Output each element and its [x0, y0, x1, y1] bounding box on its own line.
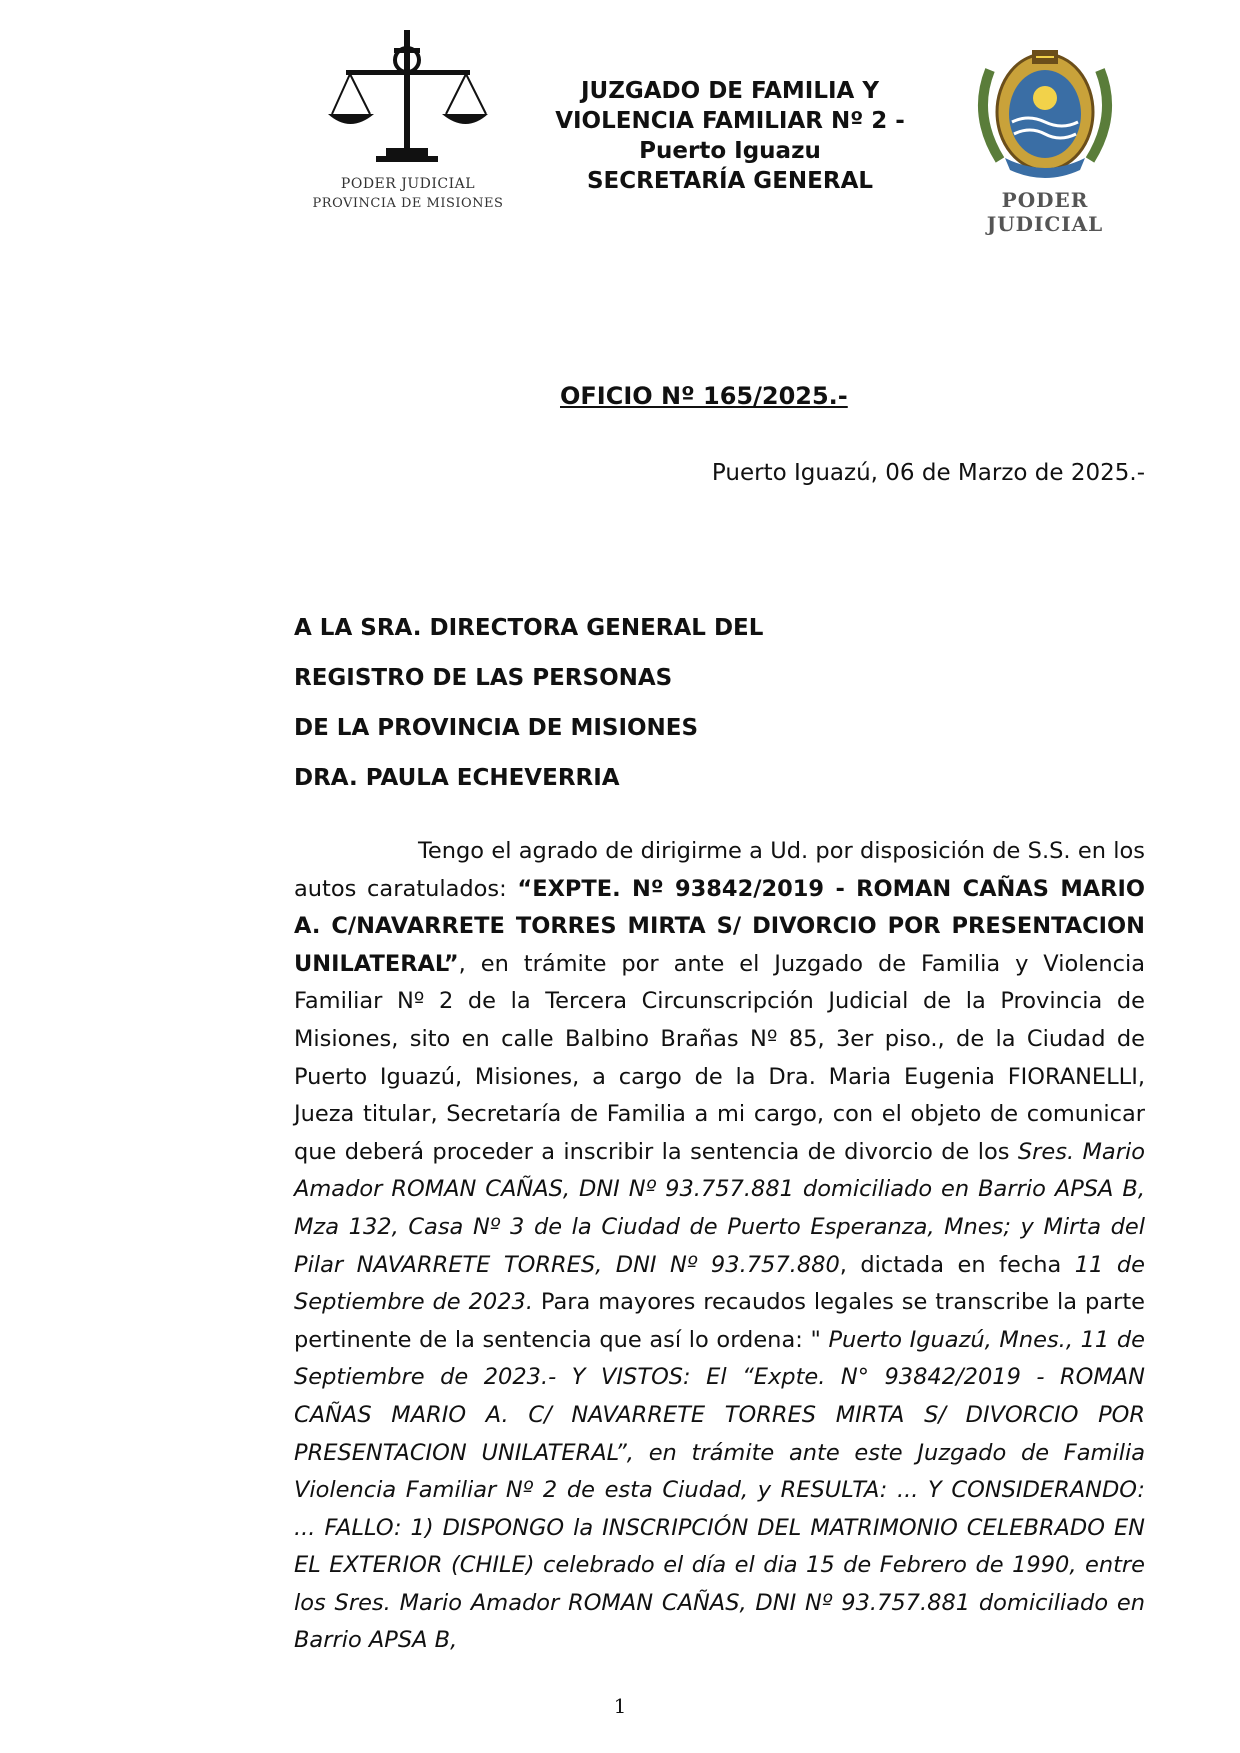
header-title-line-3: Puerto Iguazu — [639, 138, 821, 164]
scales-of-justice-icon — [328, 30, 488, 170]
sentence-date: 11 de Septiembre de 2023. — [294, 1251, 1145, 1316]
addressee-line-1: A LA SRA. DIRECTORA GENERAL DEL — [294, 615, 764, 641]
body-paragraph — [294, 833, 1145, 1660]
left-logo-caption-1: PODER JUDICIAL — [340, 176, 476, 192]
right-logo-caption: PODER JUDICIAL — [986, 188, 1104, 236]
sentence-transcription: Puerto Iguazú, Mnes., 11 de Septiembre de 2023.- Y VISTOS: El “Expte. N° 93842/2019 - ROMAN CAÑAS MARIO A. C/ NAVARRETE TORRES MIRTA S/ DIVORCIO POR PRESENTACION UNILATERAL”, en trámite ante este Juzgado de Familia Violencia Familiar Nº 2 de esta Ciudad, y RESULTA: ... Y CONSIDERANDO: ... FALLO: 1) DISPONGO la INSCRIPCIÓN DEL MATRIMONIO CELEBRADO EN EL EXTERIOR (CHILE) celebrado el día el dia 15 de Febrero de 1990, entre los Sres. Mario Amador ROMAN CAÑAS, DNI Nº 93.757.881 domiciliado en Barrio APSA B, — [294, 1326, 1146, 1654]
addressee-line-4: DRA. PAULA ECHEVERRIA — [294, 765, 620, 791]
header-title-line-4: SECRETARÍA GENERAL — [586, 168, 874, 194]
date-line: Puerto Iguazú, 06 de Marzo de 2025.- — [711, 460, 1145, 486]
body-dictated: , dictada en fecha — [839, 1251, 1075, 1278]
parties-details: Sres. Mario Amador ROMAN CAÑAS, DNI Nº 93.757.881 domiciliado en Barrio APSA B, Mza 132, Casa Nº 3 de la Ciudad de Puerto Esperanza, Mnes; y Mirta del Pilar NAVARRETE TORRES, DNI Nº 93.757.880 — [294, 1138, 1145, 1278]
header-title-line-1: JUZGADO DE FAMILIA Y — [580, 78, 880, 104]
case-caption: “EXPTE. Nº 93842/2019 - ROMAN CAÑAS MARIO A. C/NAVARRETE TORRES MIRTA S/ DIVORCIO POR PRESENTACION UNILATERAL” — [294, 875, 1145, 977]
page-number: 1 — [613, 1694, 627, 1718]
poder-judicial-logo-right — [945, 40, 1145, 236]
body-text — [294, 833, 1145, 1660]
header-title-line-2: VIOLENCIA FAMILIAR Nº 2 - — [555, 108, 905, 134]
addressee-line-2: REGISTRO DE LAS PERSONAS — [294, 665, 673, 691]
poder-judicial-logo-left — [308, 30, 508, 220]
provincia-de-misiones-seal-icon — [970, 40, 1120, 180]
court-header-title — [520, 76, 940, 196]
addressee-line-3: DE LA PROVINCIA DE MISIONES — [294, 715, 699, 741]
body-court-details: , en trámite por ante el Juzgado de Familia y Violencia Familiar Nº 2 de la Tercera Circunscripción Judicial de la Provincia de Misiones, sito en calle Balbino Brañas Nº 85, 3er piso., de la Ciudad de Puerto Iguazú, Misiones, a cargo de la Dra. Maria Eugenia FIORANELLI, Jueza titular, Secretaría de Familia a mi cargo, con el objeto de comunicar que deberá proceder a inscribir la sentencia de divorcio de los — [294, 950, 1145, 1165]
left-logo-caption-2: PROVINCIA DE MISIONES — [312, 196, 504, 211]
body-transcription-intro: Para mayores recaudos legales se transcribe la parte pertinente de la sentencia que así lo ordena: " — [294, 1289, 1145, 1353]
body-intro: Tengo el agrado de dirigirme a Ud. por disposición de S.S. en los autos caratulados: — [294, 838, 1145, 902]
oficio-number: OFICIO Nº 165/2025.- — [560, 382, 848, 410]
